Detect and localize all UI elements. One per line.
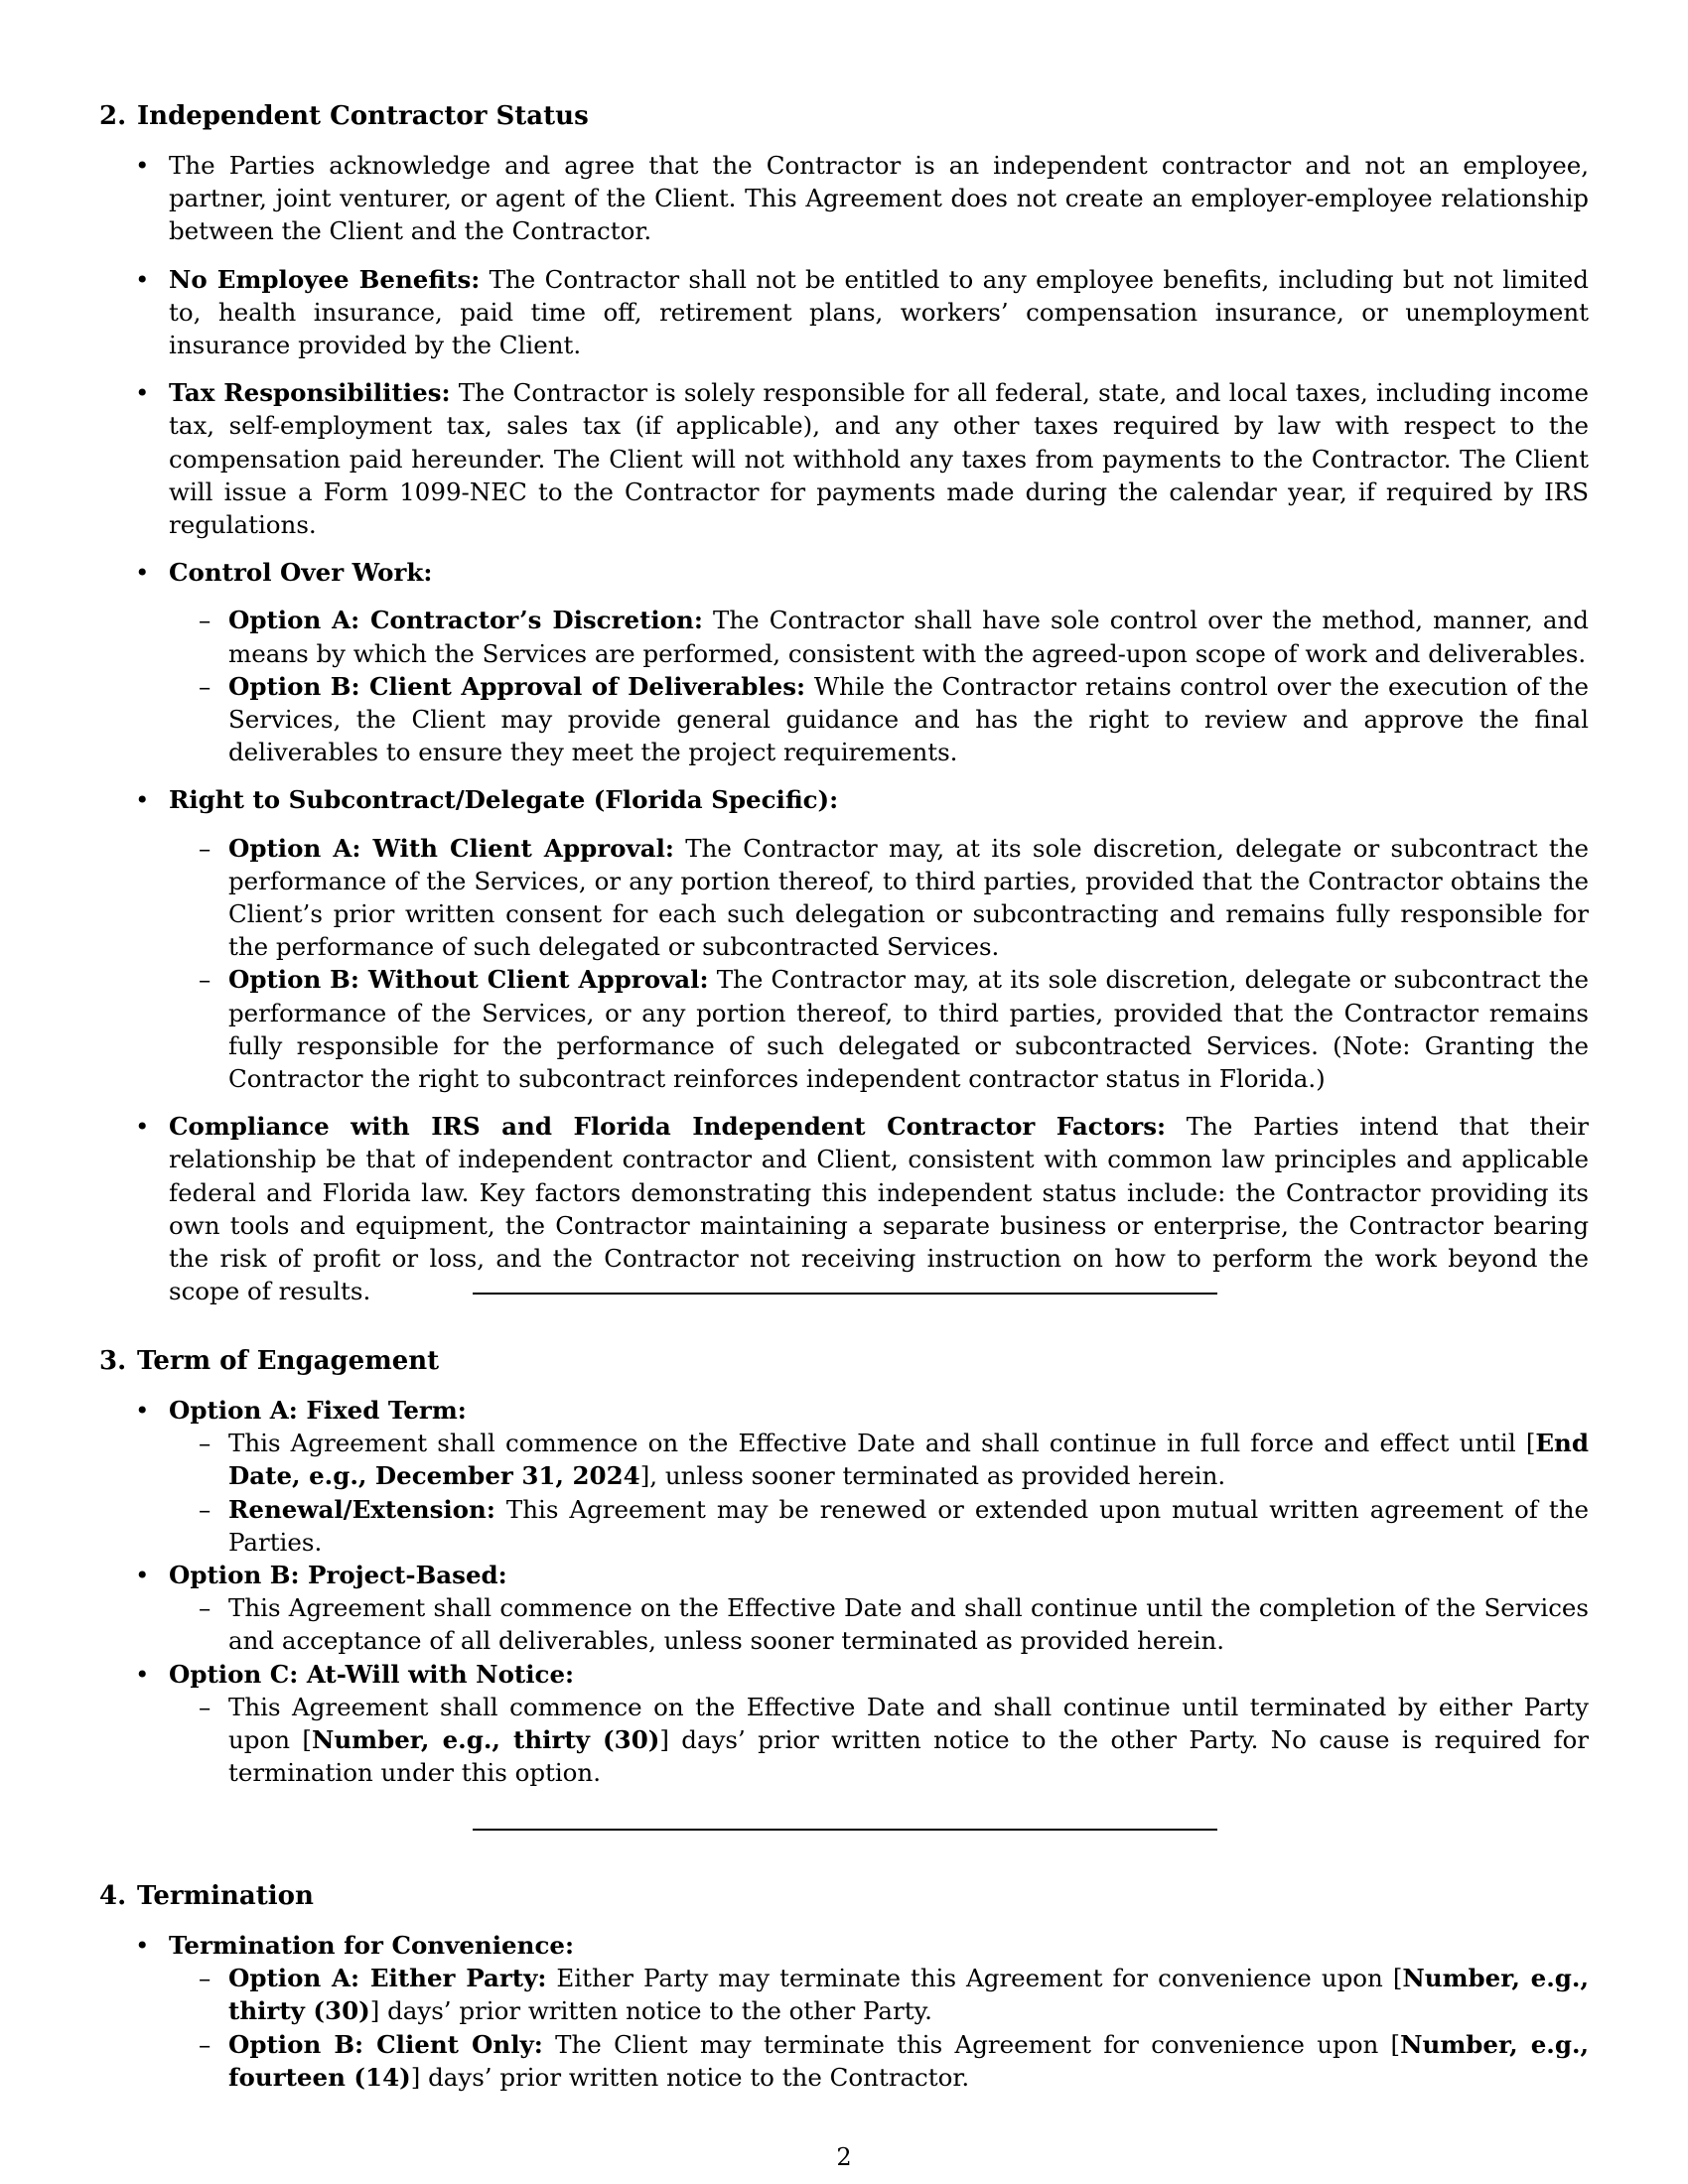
bullet-list	[99, 1929, 1589, 2094]
sub-list-item	[169, 963, 1589, 1095]
text-fragment: ], unless sooner terminated as provided herein.	[639, 1461, 1226, 1491]
text-fragment: ] days’ prior written notice to the other Party.	[369, 1996, 932, 2026]
section-heading	[99, 99, 1589, 133]
list-item	[99, 263, 1589, 362]
sub-list-item	[169, 1691, 1589, 1790]
sub-list-item	[169, 2028, 1589, 2094]
section-divider	[473, 1829, 1217, 1831]
section-title: Independent Contractor Status	[137, 101, 589, 131]
paragraph-text: The Parties acknowledge and agree that the Contractor is an independent contractor and not an employee, partner, joint venturer, or agent of the Client. This Agreement does not create an employer-employee relationship between the Client and the Contractor.	[169, 151, 1589, 246]
paragraph-text: The Contractor shall not be entitled to any employee benefits, including but not limited to, health insurance, paid time off, retirement plans, workers’ compensation insurance, or unemployment insurance provided by the Client.	[169, 264, 1589, 360]
list-item	[99, 1394, 1589, 1559]
sub-list-item	[169, 1427, 1589, 1492]
option-label: Option A: With Client Approval:	[228, 833, 674, 863]
section-heading	[99, 1344, 1589, 1378]
section-independent-contractor-status	[99, 99, 1589, 1308]
paragraph-text: The Parties intend that their relationship be that of independent contractor and Client, consistent with common law principles and applicable federal and Florida law. Key factors demonstrating this independent status include: the Contractor providing its own tools and equipment, the Contractor maintaining a separate business or enterprise, the Contractor bearing the risk of profit or loss, and the Contractor not receiving instruction on how to perform the work beyond the scope of results.	[169, 1112, 1589, 1306]
item-label: Option B: Project-Based:	[169, 1561, 507, 1590]
sub-list-item	[169, 604, 1589, 669]
list-item	[99, 376, 1589, 541]
option-label: Option A: Contractor’s Discretion:	[228, 606, 703, 635]
paragraph-text: The Contractor may, at its sole discretion, delegate or subcontract the performance of the Services, or any portion thereof, to third parties, provided that the Contractor remains fully responsible for the performance of such delegated or subcontracted Services. (Note: Granting the Contractor the right to subcontract reinforces independent contractor status in Florida.)	[228, 965, 1589, 1094]
item-label: Compliance with IRS and Florida Independent Contractor Factors:	[169, 1112, 1167, 1142]
sub-list	[169, 1962, 1589, 2094]
list-item	[99, 1559, 1589, 1658]
option-label: Option A: Either Party:	[228, 1964, 547, 1993]
sub-list	[169, 1591, 1589, 1657]
section-title: Term of Engagement	[137, 1346, 440, 1376]
text-fragment: ] days’ prior written notice to the other Party. No cause is required for termination under this option.	[228, 1725, 1590, 1788]
item-label: Option A: Fixed Term:	[169, 1396, 467, 1425]
list-item	[99, 1929, 1589, 2094]
sub-list-item	[169, 1493, 1589, 1559]
sub-list	[169, 604, 1589, 768]
item-label: Right to Subcontract/Delegate (Florida Specific):	[169, 785, 839, 815]
section-number: 2.	[99, 101, 127, 131]
sub-list-item	[169, 1591, 1589, 1657]
item-label: Option C: At-Will with Notice:	[169, 1659, 575, 1689]
paragraph-text: The Contractor is solely responsible for all federal, state, and local taxes, including income tax, self-employment tax, sales tax (if applicable), and any other taxes required by law with respect to the compensation paid hereunder. The Client will not withhold any taxes from payments to the Contractor. The Client will issue a Form 1099-NEC to the Contractor for payments made during the calendar year, if required by IRS regulations.	[169, 378, 1589, 540]
option-label: Option B: Without Client Approval:	[228, 965, 709, 995]
item-label: No Employee Benefits:	[169, 264, 481, 294]
text-fragment: This Agreement shall commence on the Effective Date and shall continue until terminated by either Party upon [	[228, 1692, 1589, 1755]
list-item	[99, 1658, 1589, 1790]
paragraph-text: This Agreement may be renewed or extended upon mutual written agreement of the Parties.	[228, 1494, 1589, 1557]
text-fragment: Either Party may terminate this Agreement for convenience upon [	[556, 1964, 1403, 1993]
option-label: Option B: Client Only:	[228, 2029, 543, 2059]
list-item	[99, 556, 1589, 768]
section-divider	[473, 1293, 1217, 1295]
section-heading	[99, 1879, 1589, 1913]
section-term-of-engagement	[99, 1344, 1589, 1789]
section-number: 4.	[99, 1881, 127, 1911]
sub-list-item	[169, 670, 1589, 769]
item-label: Termination for Convenience:	[169, 1931, 575, 1960]
option-label: Option B: Client Approval of Deliverables:	[228, 671, 806, 701]
section-title: Termination	[137, 1881, 314, 1911]
list-item	[99, 1110, 1589, 1307]
bullet-list	[99, 149, 1589, 1308]
paragraph-text: This Agreement shall commence on the Effective Date and shall continue until the completion of the Services and acceptance of all deliverables, unless sooner terminated as provided herein.	[228, 1593, 1589, 1656]
option-label: Renewal/Extension:	[228, 1494, 495, 1524]
placeholder-value: Number, e.g., fourteen (14)	[228, 2029, 1590, 2092]
paragraph-text: The Contractor may, at its sole discretion, delegate or subcontract the performance of the Services, or any portion thereof, to third parties, provided that the Contractor obtains the Client’s prior written consent for each such delegation or subcontracting and remains fully responsible for the performance of such delegated or subcontracted Services.	[228, 833, 1589, 962]
sub-list-item	[169, 1962, 1589, 2027]
sub-list-item	[169, 832, 1589, 964]
text-fragment: The Client may terminate this Agreement for convenience upon [	[555, 2029, 1401, 2059]
text-fragment: This Agreement shall commence on the Effective Date and shall continue in full force and effect until [	[228, 1429, 1536, 1458]
section-termination	[99, 1879, 1589, 2094]
list-item	[99, 783, 1589, 1095]
paragraph-text: While the Contractor retains control over the execution of the Services, the Client may provide general guidance and has the right to review and approve the final deliverables to ensure they meet the project requirements.	[228, 671, 1589, 767]
sub-list	[169, 1427, 1589, 1559]
placeholder-value: Number, e.g., thirty (30)	[311, 1725, 660, 1755]
item-label: Tax Responsibilities:	[169, 378, 451, 408]
list-item	[99, 149, 1589, 248]
section-number: 3.	[99, 1346, 127, 1376]
text-fragment: ] days’ prior written notice to the Contractor.	[410, 2062, 970, 2092]
bullet-list	[99, 1394, 1589, 1789]
placeholder-value: Number, e.g., thirty (30)	[228, 1964, 1589, 2026]
page-number: 2	[836, 2143, 852, 2171]
paragraph-text: The Contractor shall have sole control over the method, manner, and means by which the Services are performed, consistent with the agreed-upon scope of work and deliverables.	[228, 606, 1589, 668]
placeholder-value: End Date, e.g., December 31, 2024	[228, 1429, 1589, 1491]
sub-list	[169, 832, 1589, 1096]
item-label: Control Over Work:	[169, 558, 433, 588]
sub-list	[169, 1691, 1589, 1790]
